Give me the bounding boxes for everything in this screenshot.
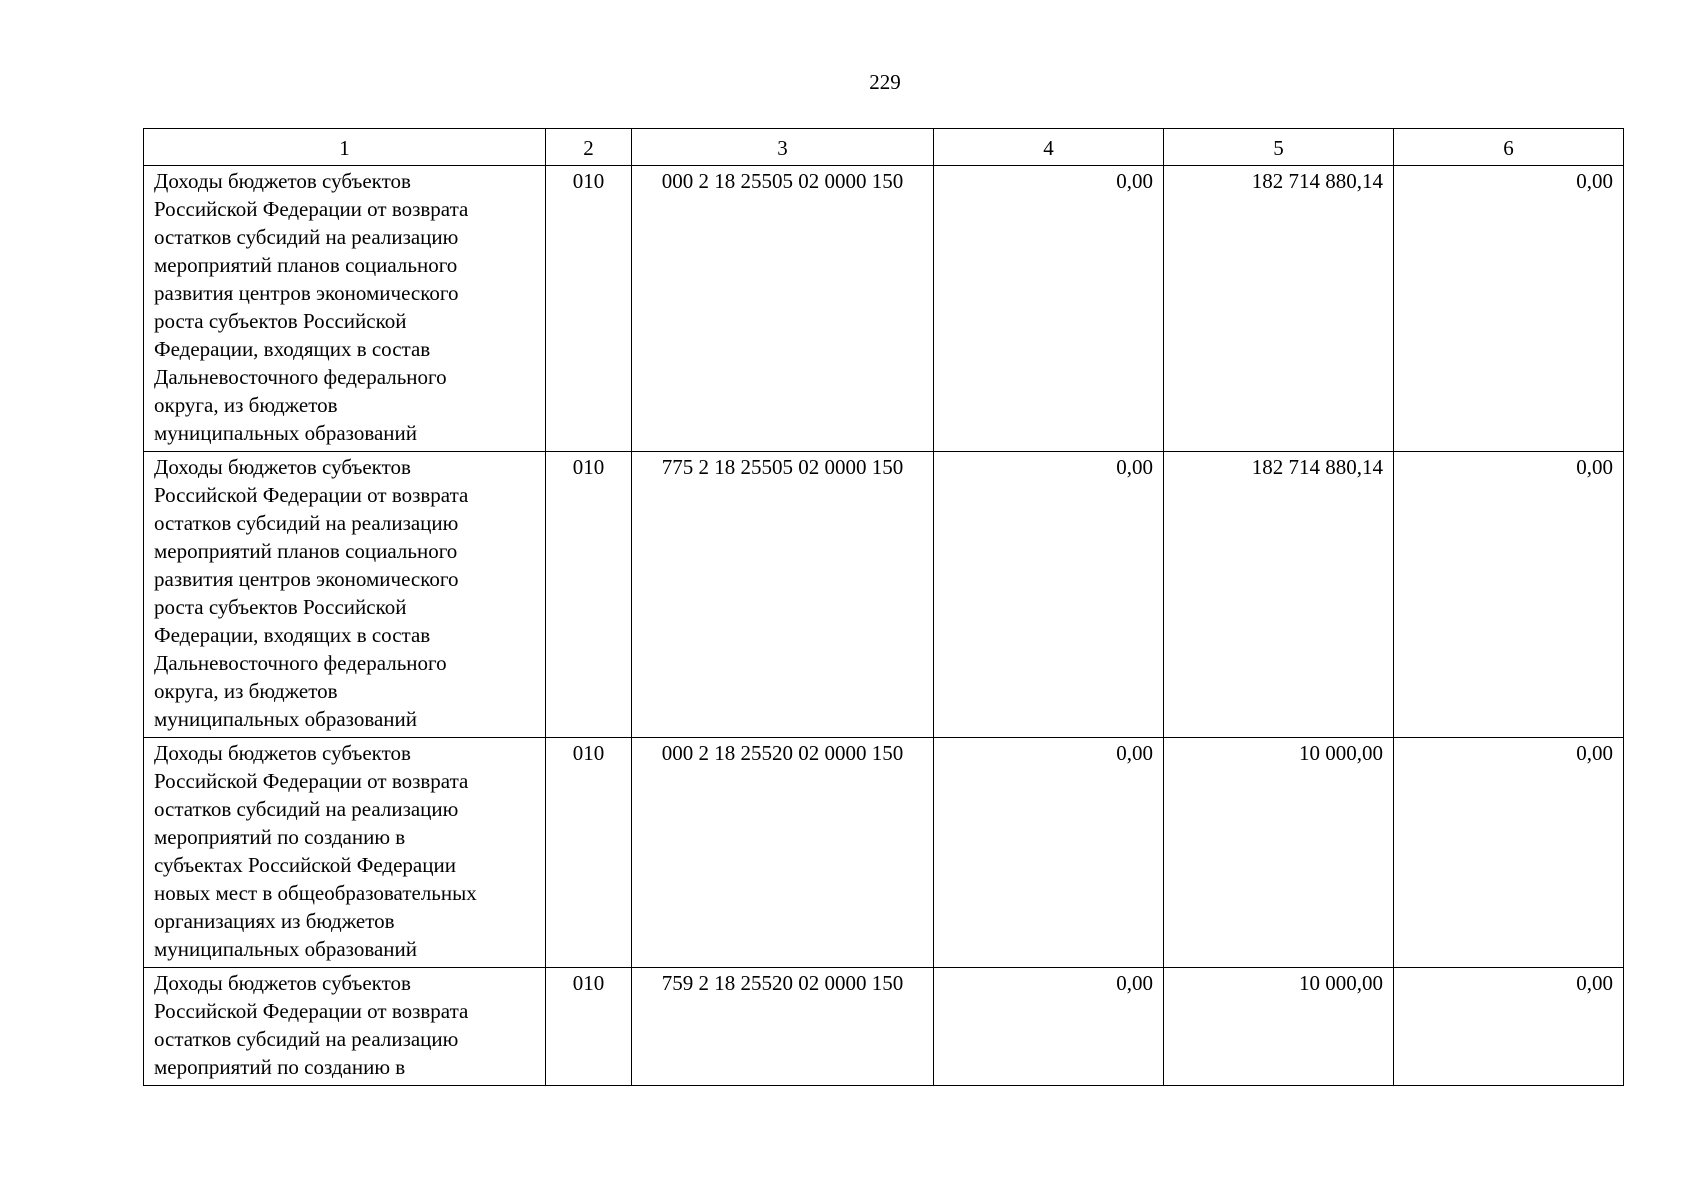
table-row [144,968,1624,1086]
row-col6-cell: 0,00 [1394,968,1624,1086]
column-header: 3 [632,129,934,166]
table-header-row [144,129,1624,166]
row-kbk-cell: 759 2 18 25520 02 0000 150 [632,968,934,1086]
revenue-table [143,128,1624,1086]
table-row [144,452,1624,738]
row-col5-cell: 182 714 880,14 [1164,452,1394,738]
row-col5-cell: 182 714 880,14 [1164,166,1394,452]
column-header: 4 [934,129,1164,166]
row-name-cell: Доходы бюджетов субъектов Российской Федерации от возврата остатков субсидий на реализацию мероприятий по созданию в [144,968,546,1086]
row-kbk-cell: 000 2 18 25505 02 0000 150 [632,166,934,452]
row-col5-cell: 10 000,00 [1164,738,1394,968]
row-col6-cell: 0,00 [1394,166,1624,452]
column-header: 1 [144,129,546,166]
table-row [144,738,1624,968]
row-code-cell: 010 [546,166,632,452]
column-header: 6 [1394,129,1624,166]
column-header: 2 [546,129,632,166]
row-col4-cell: 0,00 [934,452,1164,738]
row-col6-cell: 0,00 [1394,738,1624,968]
row-col4-cell: 0,00 [934,968,1164,1086]
table-row [144,166,1624,452]
row-code-cell: 010 [546,452,632,738]
row-name-cell: Доходы бюджетов субъектов Российской Федерации от возврата остатков субсидий на реализацию мероприятий по созданию в субъектах Российской Федерации новых мест в общеобразовательных организациях из бюджетов муниципальных образований [144,738,546,968]
row-kbk-cell: 775 2 18 25505 02 0000 150 [632,452,934,738]
column-header: 5 [1164,129,1394,166]
row-col4-cell: 0,00 [934,166,1164,452]
row-name-cell: Доходы бюджетов субъектов Российской Федерации от возврата остатков субсидий на реализацию мероприятий планов социального развития центров экономического роста субъектов Российской Федерации, входящих в состав Дальневосточного федерального округа, из бюджетов муниципальных образований [144,166,546,452]
row-code-cell: 010 [546,738,632,968]
row-col6-cell: 0,00 [1394,452,1624,738]
row-col4-cell: 0,00 [934,738,1164,968]
row-col5-cell: 10 000,00 [1164,968,1394,1086]
row-kbk-cell: 000 2 18 25520 02 0000 150 [632,738,934,968]
page-number: 229 [869,70,901,94]
row-name-cell: Доходы бюджетов субъектов Российской Федерации от возврата остатков субсидий на реализацию мероприятий планов социального развития центров экономического роста субъектов Российской Федерации, входящих в состав Дальневосточного федерального округа, из бюджетов муниципальных образований [144,452,546,738]
row-code-cell: 010 [546,968,632,1086]
